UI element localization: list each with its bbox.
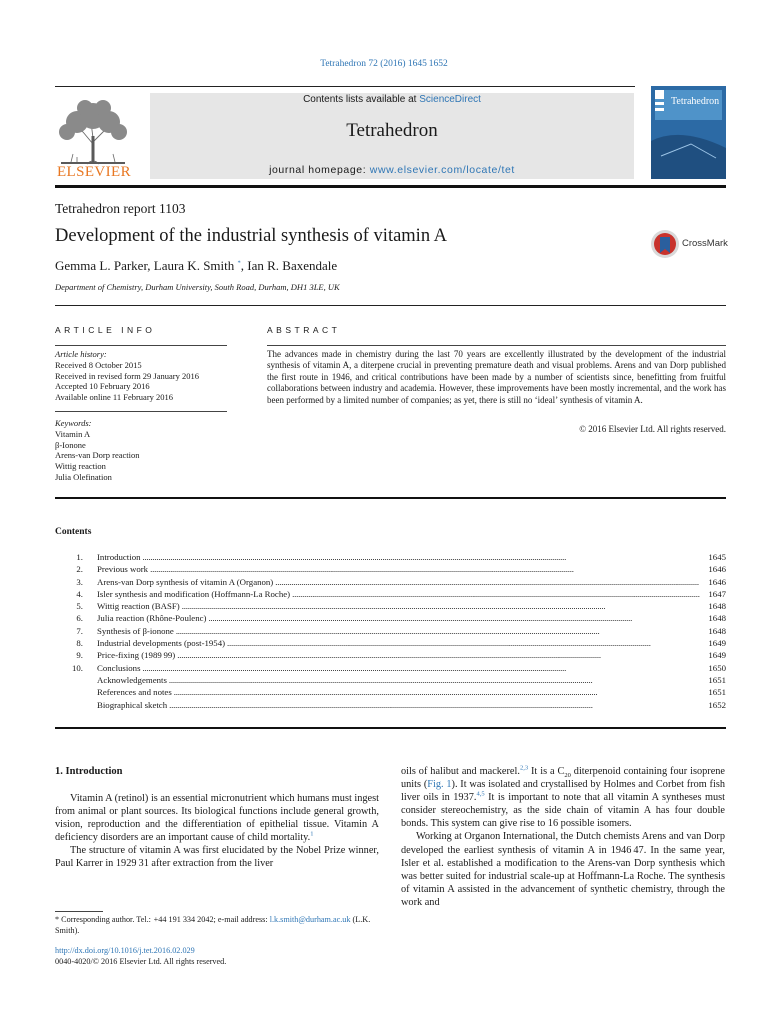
- corresponding-author-footnote: [55, 915, 379, 936]
- toc-title[interactable]: Industrial developments (post-1954): [97, 638, 226, 649]
- toc-leader-dots: [292, 589, 700, 599]
- keyword-item: β-Ionone: [55, 439, 86, 450]
- toc-leader-dots: [182, 601, 700, 611]
- reference-link[interactable]: 2,3: [519, 764, 529, 772]
- keyword-item: Wittig reaction: [55, 461, 106, 472]
- toc-number: 10.: [72, 662, 83, 673]
- toc-page-number: 1646: [708, 576, 726, 587]
- toc-title[interactable]: Introduction: [97, 552, 141, 562]
- keywords-rule: [55, 411, 227, 412]
- toc-number: 8.: [76, 638, 83, 649]
- body-text: ). It was isolated and crystallised by Holmes and Corbet from fish liver oils in 1937.: [401, 779, 726, 804]
- toc-title[interactable]: Price-fixing (1989 99): [97, 650, 176, 661]
- toc-row[interactable]: [55, 650, 726, 662]
- footnote-text: (L.K. Smith).: [55, 915, 371, 935]
- toc-leader-dots: [208, 613, 700, 623]
- toc-page-number: 1652: [708, 699, 726, 710]
- journal-cover-image[interactable]: [651, 86, 726, 179]
- toc-row[interactable]: [55, 552, 726, 564]
- figure-link[interactable]: Fig. 1: [427, 779, 452, 791]
- contents-bottom-rule: [55, 727, 726, 729]
- toc-row[interactable]: [55, 589, 726, 601]
- toc-number: 2.: [76, 564, 83, 575]
- body-text: It is a C: [528, 766, 565, 777]
- history-item: Received in revised form 29 January 2016: [55, 370, 199, 381]
- toc-page-number: 1646: [708, 564, 726, 575]
- toc-page-number: 1651: [708, 687, 726, 698]
- author-list: [55, 258, 337, 274]
- issn-copyright: 0040-4020/© 2016 Elsevier Ltd. All rights reserved.: [55, 957, 227, 966]
- author-email-link[interactable]: l.k.smith@durham.ac.uk: [269, 915, 351, 924]
- journal-homepage-link[interactable]: www.elsevier.com/locate/tet: [369, 164, 515, 176]
- subscript: 20: [564, 772, 571, 780]
- toc-title[interactable]: Acknowledgements: [97, 674, 167, 685]
- toc-number: 3.: [76, 576, 83, 587]
- toc-title[interactable]: References and notes: [97, 687, 172, 698]
- journal-name: Tetrahedron: [346, 120, 438, 141]
- doi-link[interactable]: http://dx.doi.org/10.1016/j.tet.2016.02.029: [55, 946, 195, 955]
- toc-row[interactable]: [55, 564, 726, 576]
- report-label: Tetrahedron report 1103: [55, 201, 186, 216]
- journal-homepage-label: journal homepage:: [269, 164, 370, 176]
- abstract-copyright: © 2016 Elsevier Ltd. All rights reserved.: [579, 424, 726, 434]
- article-history: [55, 349, 199, 403]
- toc-page-number: 1649: [708, 650, 726, 661]
- toc-page-number: 1650: [708, 662, 726, 673]
- toc-page-number: 1648: [708, 601, 726, 612]
- toc-title[interactable]: Previous work: [97, 564, 149, 575]
- journal-citation[interactable]: Tetrahedron 72 (2016) 1645 1652: [320, 59, 448, 69]
- body-paragraph: Working at Organon International, the Dutch chemists Arens and van Dorp developed the earliest synthesis of vitamin A in 1946 47. In the same year, Isler et al. established a modification to the Arens-van Dorp synthesis which was better suited for industrial scale-up at Hoffmann-La Roche. The synthesis of vitamin A assisted in the advancement of synthetic chemistry, through the work and: [401, 831, 725, 908]
- crossmark-icon: [650, 228, 682, 260]
- body-text: Vitamin A (retinol) is an essential micronutrient which humans must ingest from animal or plant sources. Its biological functions include general growth, vision, reproduction and the differentiation of epithelial tissue. Vitamin A deficiency disorders are an important cause of child mortality.: [55, 793, 379, 844]
- journal-homepage-line: [150, 164, 634, 176]
- reference-link[interactable]: 4,5: [476, 790, 485, 798]
- toc-leader-dots: [227, 638, 700, 648]
- article-title: Development of the industrial synthesis of vitamin A: [55, 226, 448, 246]
- keywords-label: Keywords:: [55, 418, 92, 428]
- history-item: Received 8 October 2015: [55, 359, 142, 370]
- toc-number: 5.: [76, 601, 83, 612]
- toc-row[interactable]: [55, 638, 726, 650]
- toc-title[interactable]: Biographical sketch: [97, 699, 168, 710]
- toc-title[interactable]: Julia reaction (Rhône-Poulenc): [97, 613, 207, 624]
- keyword-item: Julia Olefination: [55, 471, 112, 482]
- body-paragraph: [55, 792, 379, 844]
- toc-page-number: 1647: [708, 588, 726, 599]
- section-heading-introduction: 1. Introduction: [55, 766, 123, 777]
- toc-number: 9.: [76, 650, 83, 661]
- body-text: diterpenoid containing four isoprene units (: [401, 766, 725, 791]
- table-of-contents: [55, 552, 726, 712]
- keyword-item: Arens-van Dorp reaction: [55, 450, 140, 461]
- history-item: Accepted 10 February 2016: [55, 381, 150, 392]
- toc-page-number: 1648: [708, 625, 726, 636]
- toc-leader-dots: [169, 675, 700, 685]
- toc-leader-dots: [275, 577, 700, 587]
- body-column-left: [55, 792, 379, 871]
- history-label: Article history:: [55, 349, 107, 359]
- keywords: [55, 418, 140, 483]
- toc-row[interactable]: [55, 601, 726, 613]
- elsevier-logo[interactable]: [53, 92, 133, 184]
- body-text: It is important to note that all vitamin A syntheses must consider stereochemistry, as the side chain of vitamin A has four double bonds. This system can give rise to 16 possible isomers.: [401, 792, 725, 830]
- toc-title[interactable]: Isler synthesis and modification (Hoffmann-La Roche): [97, 588, 291, 599]
- toc-leader-dots: [176, 626, 700, 636]
- toc-row[interactable]: [55, 700, 726, 712]
- contents-available-text: Contents lists available at: [303, 94, 420, 105]
- abstract-text: The advances made in chemistry during the last 70 years are excellently illustrated by the development of the industrial synthesis of vitamin A, a diterpene crucial in preventing premature death and visual problems. Arens and van Dorp published the first route in 1946, and critical contributions have been made by a number of scientists since, benefitting from fruitful collaborations between industry and academia. However, these improvements have been mostly incremental, and the work has been performed by a limited number of companies; as yet, there is still no ‘ideal’ synthesis of vitamin A.: [267, 349, 726, 405]
- abstract-heading: ABSTRACT: [267, 325, 341, 335]
- affiliation: Department of Chemistry, Durham University, South Road, Durham, DH1 3LE, UK: [55, 282, 340, 292]
- footnote-rule: [55, 911, 103, 912]
- toc-title[interactable]: Conclusions: [97, 662, 141, 673]
- toc-number: 6.: [76, 613, 83, 624]
- history-item: Available online 11 February 2016: [55, 392, 174, 403]
- keyword-item: Vitamin A: [55, 428, 91, 439]
- toc-title[interactable]: Wittig reaction (BASF): [97, 601, 180, 612]
- article-info-heading: ARTICLE INFO: [55, 325, 156, 335]
- toc-leader-dots: [150, 564, 700, 574]
- crossmark-label: CrossMark: [682, 238, 728, 249]
- article-info-rule: [55, 345, 227, 346]
- toc-page-number: 1648: [708, 613, 726, 624]
- header-top-rule: [55, 86, 635, 87]
- toc-leader-dots: [169, 700, 700, 710]
- toc-row[interactable]: [55, 675, 726, 687]
- crossmark-button[interactable]: [650, 228, 730, 260]
- body-text: oils of halibut and mackerel.: [401, 766, 520, 777]
- footnote-text: * Corresponding author. Tel.: +44 191 334 2042; e-mail address:: [55, 915, 270, 924]
- toc-title[interactable]: Synthesis of β-ionone: [97, 625, 174, 636]
- toc-number: 4.: [76, 588, 83, 599]
- toc-leader-dots: [177, 650, 700, 660]
- corresponding-author-mark[interactable]: *: [237, 259, 241, 267]
- toc-number: 7.: [76, 625, 83, 636]
- toc-row[interactable]: [55, 687, 726, 699]
- body-paragraph: The structure of vitamin A was first elucidated by the Nobel Prize winner, Paul Karrer in 1929 31 after extraction from the liver: [55, 845, 379, 870]
- toc-leader-dots: [143, 552, 701, 562]
- toc-title[interactable]: Arens-van Dorp synthesis of vitamin A (Organon): [97, 576, 274, 587]
- abstract-bottom-rule: [55, 497, 726, 499]
- toc-row[interactable]: [55, 663, 726, 675]
- authors-first: Gemma L. Parker, Laura K. Smith: [55, 258, 238, 273]
- toc-leader-dots: [143, 663, 701, 673]
- toc-page-number: 1649: [708, 638, 726, 649]
- abstract-rule: [267, 345, 726, 346]
- body-column-right: [401, 765, 725, 909]
- toc-page-number: 1651: [708, 674, 726, 685]
- contents-available-line: [150, 94, 634, 105]
- body-paragraph: [401, 765, 725, 830]
- header-bottom-rule: [55, 185, 726, 188]
- toc-row[interactable]: [55, 613, 726, 625]
- toc-row[interactable]: [55, 577, 726, 589]
- reference-link[interactable]: 1: [310, 830, 314, 838]
- toc-row[interactable]: [55, 626, 726, 638]
- authors-last: , Ian R. Baxendale: [240, 258, 338, 273]
- contents-heading: Contents: [55, 527, 92, 537]
- journal-cover-title: Tetrahedron: [671, 96, 720, 107]
- elsevier-wordmark: ELSEVIER: [56, 164, 132, 180]
- toc-number: 1.: [76, 552, 83, 562]
- affiliation-rule: [55, 305, 726, 306]
- toc-page-number: 1645: [708, 552, 726, 562]
- sciencedirect-link[interactable]: ScienceDirect: [419, 94, 481, 105]
- toc-leader-dots: [174, 687, 700, 697]
